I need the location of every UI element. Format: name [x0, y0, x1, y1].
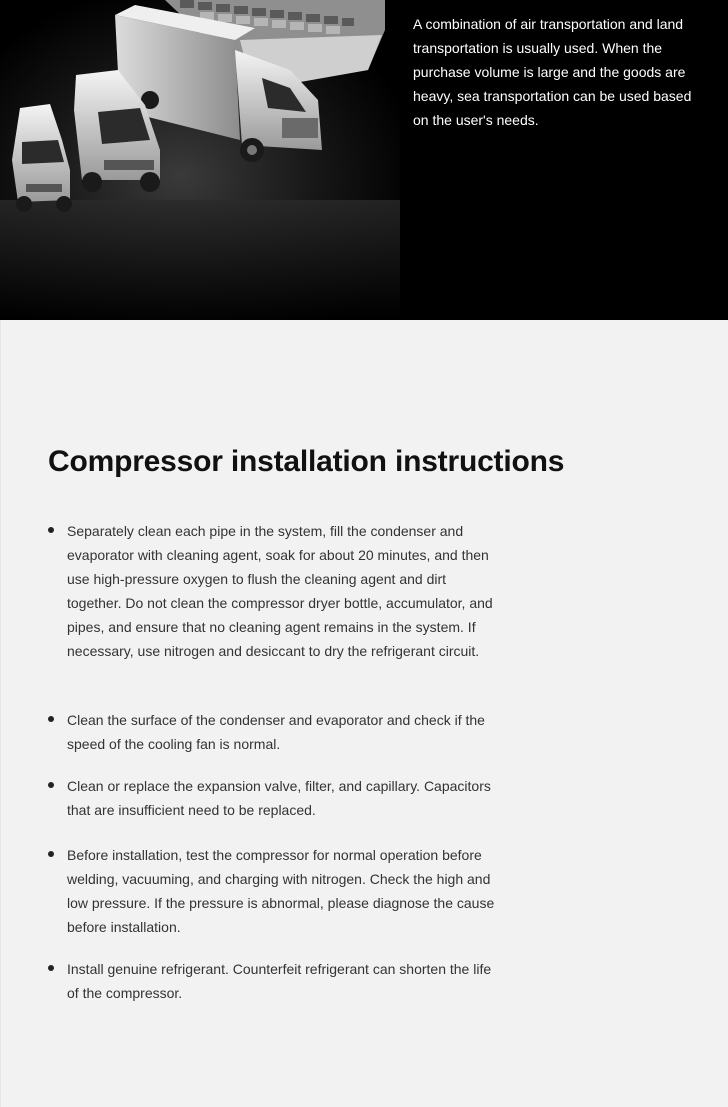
instruction-text: Clean the surface of the condenser and evaporator and check if the speed of the cooling fan is normal. [67, 712, 485, 752]
instruction-item [48, 843, 498, 939]
transport-banner [0, 0, 728, 320]
transport-description: A combination of air transportation and land transportation is usually used. When the purchase volume is large and the goods are heavy, sea transportation can be used based on the user's needs. [413, 16, 692, 128]
section-title: Compressor installation instructions [48, 445, 565, 478]
instruction-item [48, 708, 498, 756]
instruction-text: Before installation, test the compressor for normal operation before welding, vacuuming, and charging with nitrogen. Check the high and low pressure. If the pressure is abnormal, please diagnose the cause before installation. [67, 847, 495, 935]
transport-vehicles-image [0, 0, 400, 320]
bullet-icon [48, 965, 54, 971]
instruction-text: Separately clean each pipe in the system, fill the condenser and evaporator with cleaning agent, soak for about 20 minutes, and then use high-pressure oxygen to flush the cleaning agent and dirt together. Do not clean the compressor dryer bottle, accumulator, and pipes, and ensure that no cleaning agent remains in the system. If necessary, use nitrogen and desiccant to dry the refrigerant circuit. [67, 523, 493, 659]
bullet-icon [48, 782, 54, 788]
instruction-item [48, 774, 498, 822]
bullet-icon [48, 527, 54, 533]
instruction-item [48, 519, 498, 663]
bullet-icon [48, 716, 54, 722]
installation-instructions-section [0, 320, 728, 1107]
instruction-text: Install genuine refrigerant. Counterfeit refrigerant can shorten the life of the compressor. [67, 961, 492, 1001]
instruction-text: Clean or replace the expansion valve, filter, and capillary. Capacitors that are insufficient need to be replaced. [67, 778, 491, 818]
bullet-icon [48, 851, 54, 857]
instruction-item [48, 957, 498, 1005]
